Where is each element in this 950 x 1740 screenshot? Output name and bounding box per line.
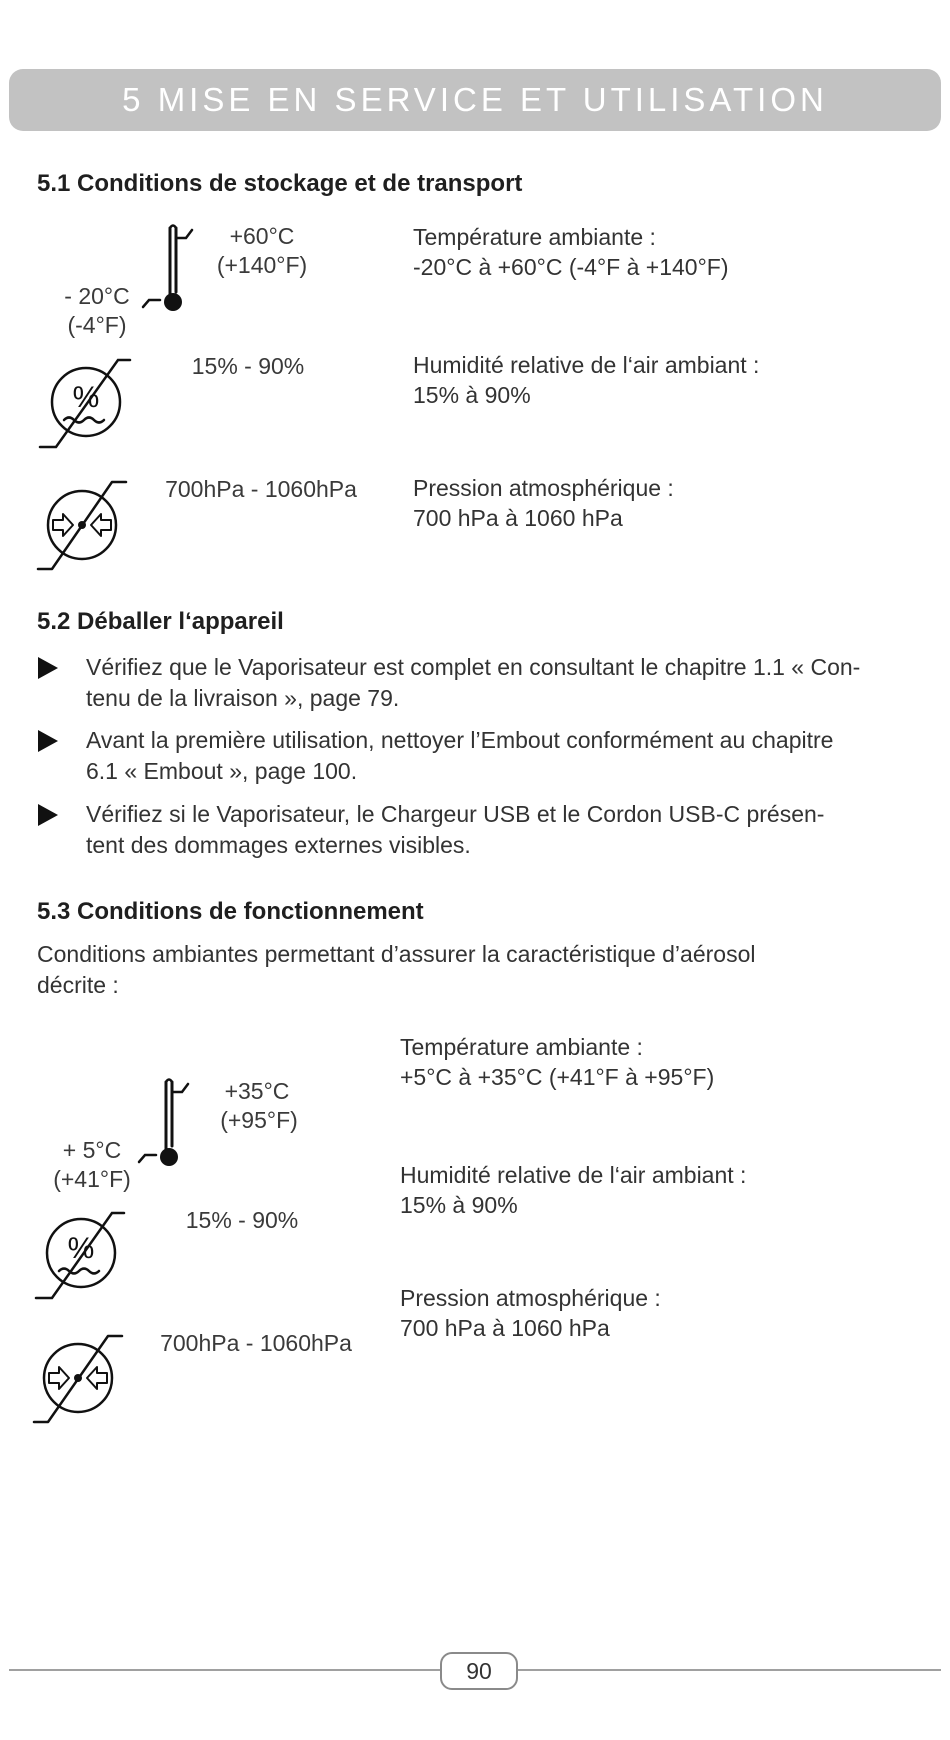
list-item: Vérifiez si le Vaporisateur, le Chargeur USB et le Cordon USB-C présen- tent des dommages externes visibles. bbox=[86, 801, 825, 858]
section-heading-5-3: 5.3 Conditions de fonctionnement bbox=[37, 898, 424, 925]
page-number: 90 bbox=[440, 1652, 518, 1690]
humidity-range: 15% - 90% bbox=[185, 1207, 299, 1233]
humidity-desc-label: Humidité relative de l‘air ambiant : bbox=[413, 352, 760, 378]
temp-min-c: + 5°C bbox=[62, 1137, 122, 1163]
temp-min-f: (-4°F) bbox=[67, 312, 127, 338]
list-item: Avant la première utilisation, nettoyer l’Embout conformément au chapitre 6.1 « Embout », page 100. bbox=[86, 727, 834, 784]
section-heading-5-1: 5.1 Conditions de stockage et de transport bbox=[37, 170, 523, 197]
temp-min-c: - 20°C bbox=[64, 283, 130, 309]
intro-text-line-1: Conditions ambiantes permettant d’assurer la caractéristique d’aérosol bbox=[37, 941, 756, 967]
temp-max-c: +35°C bbox=[224, 1078, 290, 1104]
footer-rule-left bbox=[9, 1669, 440, 1671]
svg-text:%: % bbox=[72, 381, 100, 414]
chapter-title: 5 MISE EN SERVICE ET UTILISATION bbox=[122, 81, 828, 118]
pressure-range: 700hPa - 1060hPa bbox=[160, 1330, 352, 1356]
humidity-desc-label: Humidité relative de l‘air ambiant : bbox=[400, 1162, 747, 1188]
section-heading-5-2: 5.2 Déballer l‘appareil bbox=[37, 608, 284, 635]
temp-max-f: (+95°F) bbox=[220, 1107, 298, 1133]
humidity-desc-range: 15% à 90% bbox=[400, 1192, 518, 1218]
temp-min-f: (+41°F) bbox=[53, 1166, 131, 1192]
pressure-desc-range: 700 hPa à 1060 hPa bbox=[413, 505, 623, 531]
list-item: Vérifiez que le Vaporisateur est complet en consultant le chapitre 1.1 « Con- tenu de la livraison », page 79. bbox=[86, 654, 861, 711]
temp-desc-range: -20°C à +60°C (-4°F à +140°F) bbox=[413, 254, 729, 280]
svg-text:%: % bbox=[67, 1232, 95, 1265]
intro-text-line-2: décrite : bbox=[37, 972, 119, 998]
temp-max-f: (+140°F) bbox=[216, 252, 308, 278]
temp-desc-label: Température ambiante : bbox=[400, 1034, 643, 1060]
temp-max-c: +60°C bbox=[229, 223, 295, 249]
footer-rule-right bbox=[516, 1669, 941, 1671]
temp-desc-range: +5°C à +35°C (+41°F à +95°F) bbox=[400, 1064, 715, 1090]
humidity-range: 15% - 90% bbox=[191, 353, 305, 379]
pressure-desc-label: Pression atmosphérique : bbox=[413, 475, 674, 501]
humidity-desc-range: 15% à 90% bbox=[413, 382, 531, 408]
pressure-range: 700hPa - 1060hPa bbox=[165, 476, 357, 502]
pressure-desc-label: Pression atmosphérique : bbox=[400, 1285, 661, 1311]
temp-desc-label: Température ambiante : bbox=[413, 224, 656, 250]
pressure-desc-range: 700 hPa à 1060 hPa bbox=[400, 1315, 610, 1341]
